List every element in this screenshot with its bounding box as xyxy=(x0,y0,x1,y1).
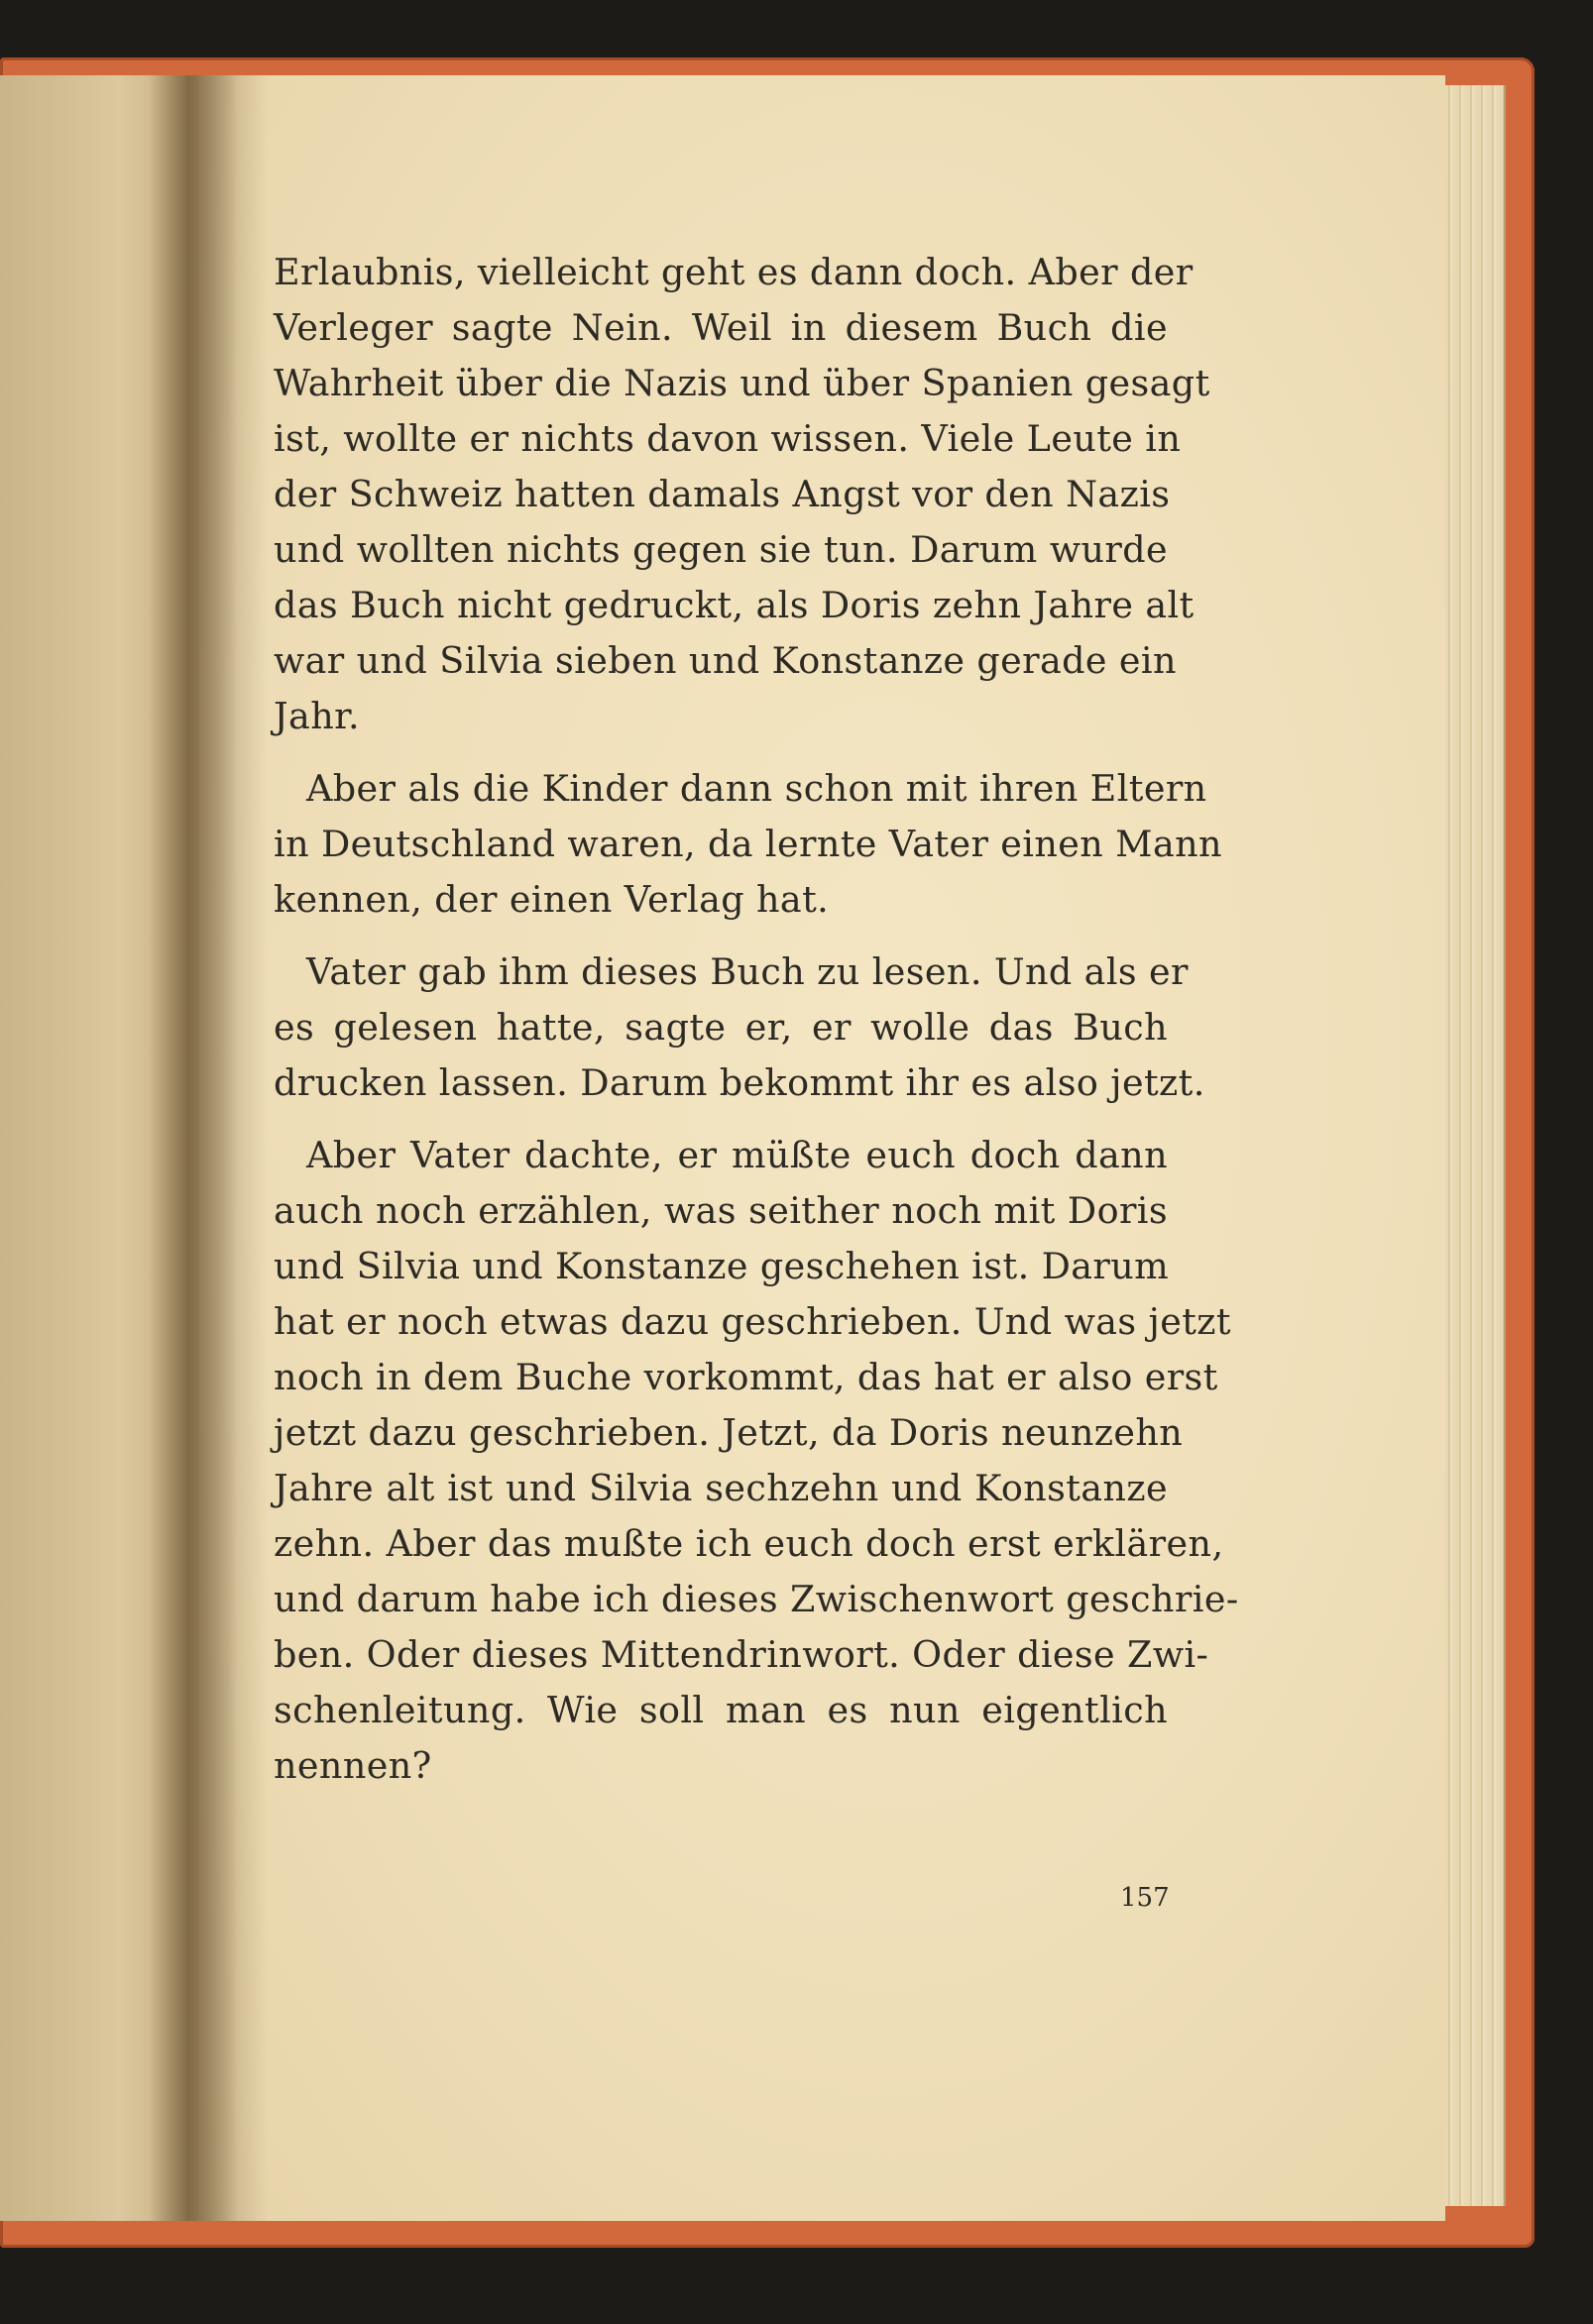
text-line: drucken lassen. Darum bekommt ihr es also jetzt. xyxy=(274,1061,1205,1104)
paragraph-gap xyxy=(274,1111,1168,1128)
page-number: 157 xyxy=(1120,1883,1170,1913)
text-line: Vater gab ihm dieses Buch zu lesen. Und als er xyxy=(306,950,1189,993)
text-line: Verleger sagte Nein. Weil in diesem Buch die xyxy=(274,306,1168,349)
text-line: noch in dem Buche vorkommt, das hat er also erst xyxy=(274,1356,1218,1398)
text-line: ist, wollte er nichts davon wissen. Viele Leute in xyxy=(274,417,1182,460)
text-line: ben. Oder dieses Mittendrinwort. Oder diese Zwi- xyxy=(274,1633,1209,1676)
text-line: der Schweiz hatten damals Angst vor den Nazis xyxy=(274,473,1171,515)
text-line: Jahr. xyxy=(274,695,360,737)
page-text xyxy=(274,245,1239,1794)
text-line: es gelesen hatte, sagte er, er wolle das Buch xyxy=(274,1006,1168,1049)
text-line: und darum habe ich dieses Zwischenwort geschrie- xyxy=(274,1578,1239,1620)
text-line: Erlaubnis, vielleicht geht es dann doch. Aber der xyxy=(274,251,1194,293)
text-line: schenleitung. Wie soll man es nun eigentlich xyxy=(274,1689,1168,1731)
text-line: in Deutschland waren, da lernte Vater einen Mann xyxy=(274,823,1222,865)
text-line: das Buch nicht gedruckt, als Doris zehn Jahre alt xyxy=(274,584,1195,626)
text-line: nennen? xyxy=(274,1744,432,1787)
text-line: kennen, der einen Verlag hat. xyxy=(274,878,830,921)
paragraph-gap xyxy=(274,744,1168,761)
text-line: zehn. Aber das mußte ich euch doch erst erklären, xyxy=(274,1522,1224,1565)
text-line: Jahre alt ist und Silvia sechzehn und Konstanze xyxy=(274,1467,1168,1509)
text-line: Aber als die Kinder dann schon mit ihren Eltern xyxy=(306,767,1207,810)
text-line: und wollten nichts gegen sie tun. Darum wurde xyxy=(274,528,1168,571)
text-line: jetzt dazu geschrieben. Jetzt, da Doris neunzehn xyxy=(274,1411,1184,1454)
paragraph-gap xyxy=(274,928,1168,944)
text-line: hat er noch etwas dazu geschrieben. Und was jetzt xyxy=(274,1300,1231,1343)
text-line: Wahrheit über die Nazis und über Spanien gesagt xyxy=(274,362,1210,404)
text-line: war und Silvia sieben und Konstanze gerade ein xyxy=(274,639,1177,682)
text-line: und Silvia und Konstanze geschehen ist. Darum xyxy=(274,1245,1170,1287)
text-line: auch noch erzählen, was seither noch mit Doris xyxy=(274,1189,1168,1232)
gutter-shadow xyxy=(198,75,268,2221)
text-line: Aber Vater dachte, er müßte euch doch dann xyxy=(306,1134,1168,1176)
